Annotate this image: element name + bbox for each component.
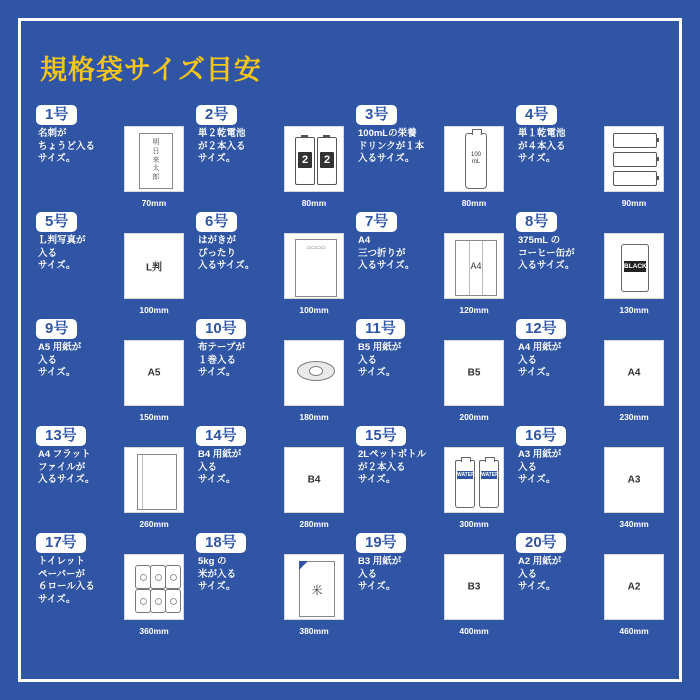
width-measure: 130mm xyxy=(619,305,649,315)
width-measure: 80mm xyxy=(301,198,327,208)
size-cell xyxy=(190,211,350,318)
item-thumbnail xyxy=(604,447,664,513)
item-thumbnail xyxy=(284,340,344,406)
item-thumbnail xyxy=(124,126,184,192)
size-cell xyxy=(510,425,670,532)
width-measure: 260mm xyxy=(139,519,169,529)
size-cell xyxy=(350,318,510,425)
tape-roll-art xyxy=(297,355,333,385)
size-badge: 2号 xyxy=(196,105,237,125)
item-thumbnail xyxy=(284,233,344,299)
size-cell xyxy=(350,532,510,639)
drink-bottle-art: 100 mL xyxy=(465,133,487,189)
size-cell xyxy=(190,425,350,532)
size-cell xyxy=(350,425,510,532)
battery-row-art xyxy=(613,133,657,187)
size-description: 単１乾電池 が４本入る サイズ。 xyxy=(518,128,566,165)
width-measure: 100mm xyxy=(299,305,329,315)
size-description: はがきが ぴったり 入るサイズ。 xyxy=(198,235,255,272)
size-description: 2Lペットボトル が２本入る サイズ。 xyxy=(358,449,427,486)
size-cell xyxy=(510,211,670,318)
size-badge: 9号 xyxy=(36,319,77,339)
item-thumbnail xyxy=(604,126,664,192)
size-badge: 19号 xyxy=(356,533,406,553)
size-description: A5 用紙が 入る サイズ。 xyxy=(38,342,82,379)
size-cell xyxy=(510,104,670,211)
size-cell xyxy=(350,104,510,211)
size-badge: 8号 xyxy=(516,212,557,232)
size-description: A2 用紙が 入る サイズ。 xyxy=(518,556,562,593)
postcard-art: ▭▭▭▭ xyxy=(295,239,337,297)
size-badge: 11号 xyxy=(356,319,405,339)
size-description: A4 用紙が 入る サイズ。 xyxy=(518,342,562,379)
width-measure: 90mm xyxy=(621,198,647,208)
item-thumbnail xyxy=(124,554,184,620)
size-badge: 13号 xyxy=(36,426,86,446)
toilet-roll-art xyxy=(133,563,179,613)
item-thumbnail xyxy=(284,554,344,620)
size-description: 375mL の コーヒー缶が 入るサイズ。 xyxy=(518,235,575,272)
width-measure: 100mm xyxy=(139,305,169,315)
paper-label: A3 xyxy=(627,474,641,486)
paper-label: A5 xyxy=(147,367,161,379)
item-thumbnail xyxy=(604,233,664,299)
size-description: 5kg の 米が入る サイズ。 xyxy=(198,556,237,593)
size-badge: 14号 xyxy=(196,426,246,446)
item-thumbnail xyxy=(604,340,664,406)
item-thumbnail xyxy=(444,126,504,192)
width-measure: 460mm xyxy=(619,626,649,636)
item-thumbnail xyxy=(124,233,184,299)
paper-label: A2 xyxy=(627,581,641,593)
size-description: B5 用紙が 入る サイズ。 xyxy=(358,342,402,379)
size-description: 単２乾電池 が２本入る サイズ。 xyxy=(198,128,246,165)
size-cell xyxy=(510,318,670,425)
paper-label: B5 xyxy=(467,367,481,379)
flat-file-art xyxy=(137,454,177,510)
size-badge: 1号 xyxy=(36,105,77,125)
size-badge: 10号 xyxy=(196,319,246,339)
size-badge: 15号 xyxy=(356,426,406,446)
size-badge: 7号 xyxy=(356,212,397,232)
width-measure: 200mm xyxy=(459,412,489,422)
size-description: B3 用紙が 入る サイズ。 xyxy=(358,556,402,593)
size-badge: 5号 xyxy=(36,212,77,232)
size-description: 名刺が ちょうど入る サイズ。 xyxy=(38,128,96,165)
item-thumbnail xyxy=(604,554,664,620)
size-grid xyxy=(30,104,670,639)
size-badge: 6号 xyxy=(196,212,237,232)
item-thumbnail xyxy=(444,233,504,299)
size-cell xyxy=(510,532,670,639)
size-cell xyxy=(30,318,190,425)
width-measure: 280mm xyxy=(299,519,329,529)
size-cell xyxy=(30,532,190,639)
size-badge: 16号 xyxy=(516,426,566,446)
size-cell xyxy=(190,104,350,211)
size-description: A3 用紙が 入る サイズ。 xyxy=(518,449,562,486)
size-badge: 12号 xyxy=(516,319,566,339)
battery-art: 2 xyxy=(317,137,337,185)
size-cell xyxy=(30,104,190,211)
item-thumbnail xyxy=(284,447,344,513)
business-card-art: 明 日 来 太 郎 xyxy=(139,133,173,189)
size-cell xyxy=(190,532,350,639)
width-measure: 180mm xyxy=(299,412,329,422)
item-thumbnail xyxy=(124,340,184,406)
item-thumbnail xyxy=(444,447,504,513)
width-measure: 340mm xyxy=(619,519,649,529)
item-thumbnail xyxy=(444,554,504,620)
size-description: B4 用紙が 入る サイズ。 xyxy=(198,449,242,486)
battery-art: 2 xyxy=(295,137,315,185)
size-badge: 3号 xyxy=(356,105,397,125)
size-badge: 20号 xyxy=(516,533,566,553)
size-badge: 18号 xyxy=(196,533,246,553)
size-description: 100mLの栄養 ドリンクが１本 入るサイズ。 xyxy=(358,128,425,165)
page-title: 規格袋サイズ目安 xyxy=(40,55,262,85)
size-badge: 17号 xyxy=(36,533,86,553)
size-cell xyxy=(190,318,350,425)
size-description: Ｌ判写真が 入る サイズ。 xyxy=(38,235,86,272)
width-measure: 150mm xyxy=(139,412,169,422)
item-thumbnail xyxy=(124,447,184,513)
size-cell xyxy=(30,425,190,532)
size-description: A4 三つ折りが 入るサイズ。 xyxy=(358,235,415,272)
item-thumbnail xyxy=(444,340,504,406)
paper-label: B3 xyxy=(467,581,481,593)
size-cell xyxy=(30,211,190,318)
size-description: A4 フラット ファイルが 入るサイズ。 xyxy=(38,449,95,486)
paper-label: L判 xyxy=(145,262,163,274)
size-cell xyxy=(350,211,510,318)
coffee-can-art: BLACK xyxy=(621,244,649,292)
pet-bottle-art: WATER WATER xyxy=(453,454,499,508)
trifold-art: A4 xyxy=(455,240,497,296)
size-description: トイレット ペーパーが ６ロール入る サイズ。 xyxy=(38,556,95,605)
paper-label: B4 xyxy=(307,474,321,486)
size-badge: 4号 xyxy=(516,105,557,125)
size-description: 布テープが １巻入る サイズ。 xyxy=(198,342,246,379)
width-measure: 360mm xyxy=(139,626,169,636)
paper-label: A4 xyxy=(627,367,641,379)
width-measure: 380mm xyxy=(299,626,329,636)
width-measure: 80mm xyxy=(461,198,487,208)
rice-bag-art: 米 xyxy=(299,561,335,617)
item-thumbnail xyxy=(284,126,344,192)
width-measure: 70mm xyxy=(141,198,167,208)
width-measure: 400mm xyxy=(459,626,489,636)
width-measure: 120mm xyxy=(459,305,489,315)
width-measure: 230mm xyxy=(619,412,649,422)
width-measure: 300mm xyxy=(459,519,489,529)
